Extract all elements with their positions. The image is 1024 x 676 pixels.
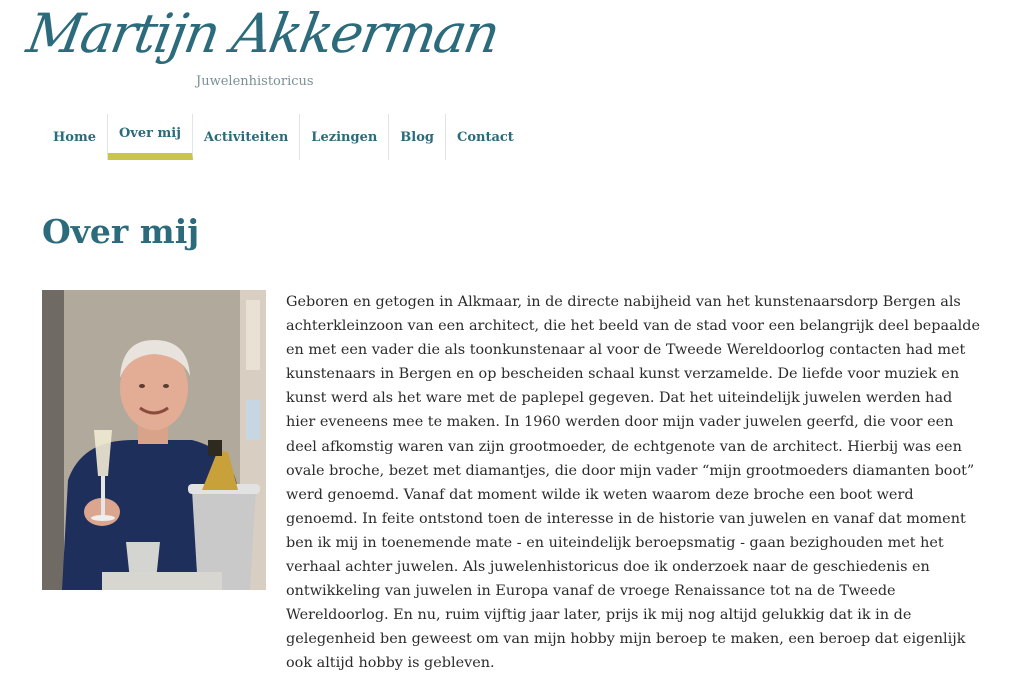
nav-item-contact[interactable]: Contact <box>456 129 514 145</box>
profile-photo <box>42 290 266 590</box>
profile-photo-illustration <box>42 290 266 590</box>
site-header <box>0 0 1024 110</box>
site-tagline: Juwelenhistoricus <box>196 74 314 89</box>
about-body-text: Geboren en getogen in Alkmaar, in de directe nabijheid van het kunstenaarsdorp Bergen als achterkleinzoon van een architect, die het beeld van de stad voor een belangrijk deel bepaalde en met een vader die als toonkunstenaar al voor de Tweede Wereldoorlog contacten had met kunstenaars in Bergen en op bescheiden schaal kunst verzamelde. De liefde voor muziek en kunst werd als het ware met de paplepel gegeven. Dat het uiteindelijk juwelen werden had hier eveneens mee te maken. In 1960 werden door mijn vader juwelen geerfd, die voor een deel afkomstig waren van zijn grootmoeder, de echtgenote van de architect. Hierbij was een ovale broche, bezet met diamantjes, die door mijn vader “mijn grootmoeders diamanten boot” werd genoemd. Vanaf dat moment wilde ik weten waarom deze broche een boot werd genoemd. In feite ontstond toen de interesse in de historie van juwelen en vanaf dat moment ben ik mij in toenemende mate - en uiteindelijk beroepsmatig - gaan bezighouden met het verhaal achter juwelen. Als juwelenhistoricus doe ik onderzoek naar de geschiedenis en ontwikkeling van juwelen in Europa vanaf de vroege Renaissance tot na de Tweede Wereldoorlog. En nu, ruim vijftig jaar later, prijs ik mij nog altijd gelukkig dat ik in de gelegenheid ben geweest om van mijn hobby mijn beroep te maken, een beroep dat eigenlijk ook altijd hobby is gebleven. <box>286 294 980 672</box>
nav-item-activiteiten[interactable]: Activiteiten <box>193 114 300 160</box>
page-title: Over mij <box>42 212 200 251</box>
nav-item-home[interactable]: Home <box>42 114 108 160</box>
main-nav <box>42 114 525 160</box>
nav-item-lezingen[interactable]: Lezingen <box>300 114 389 160</box>
nav-item-blog[interactable]: Blog <box>389 114 446 160</box>
site-logo[interactable]: Martijn Akkerman <box>22 2 503 65</box>
nav-item-over-mij[interactable]: Over mij <box>108 114 193 160</box>
